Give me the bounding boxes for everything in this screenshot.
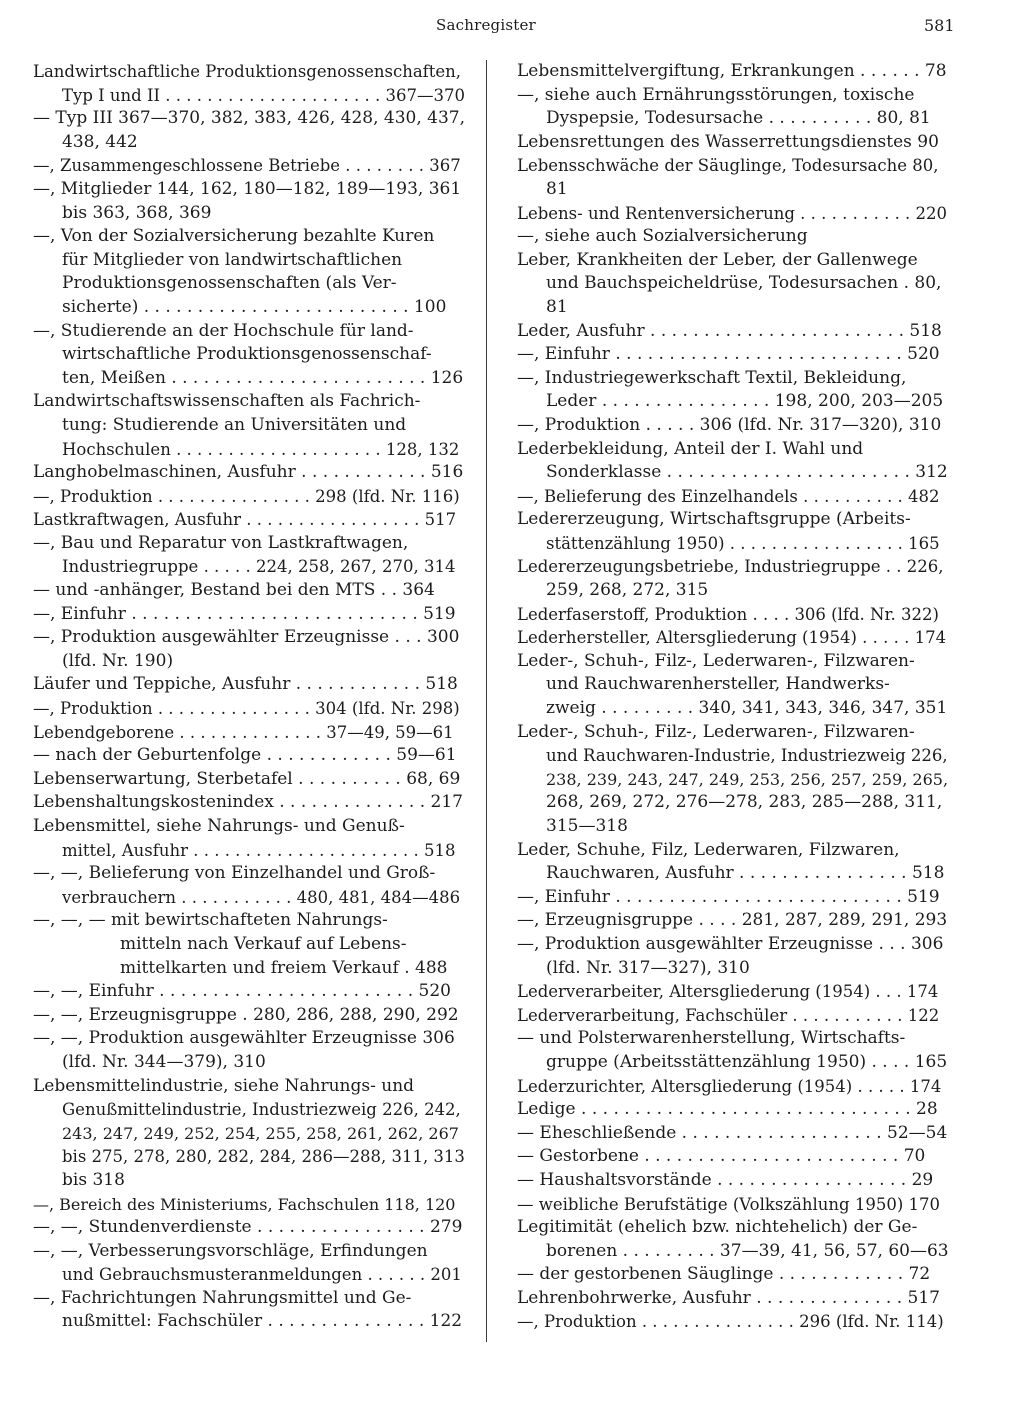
index-entry-line: — und Polsterwarenherstellung, Wirtschafts- (517, 1028, 906, 1049)
index-entry-line: Lebensrettungen des Wasserrettungsdienstes 90 (517, 131, 939, 152)
index-entry-line: Leder-, Schuh-, Filz-, Lederwaren-, Filzwaren- (517, 721, 915, 742)
index-entry-line: —, Produktion . . . . . . . . . . . . . . . 296 (lfd. Nr. 114) (517, 1312, 944, 1332)
index-entry-line: —, —, — mit bewirtschafteten Nahrungs- (33, 910, 388, 931)
index-entry-line: —, Produktion ausgewählter Erzeugnisse . . . 300 (33, 627, 460, 648)
index-entry-line: 259, 268, 272, 315 (546, 580, 709, 601)
index-entry-line: 268, 269, 272, 276—278, 283, 285—288, 311, (546, 792, 943, 813)
index-entry-line: —, Einfuhr . . . . . . . . . . . . . . . . . . . . . . . . . . . 519 (517, 886, 940, 907)
index-entry-line: gruppe (Arbeitsstättenzählung 1950) . . . . 165 (546, 1051, 948, 1072)
index-entry-line: Dyspepsie, Todesursache . . . . . . . . . . 80, 81 (546, 108, 931, 129)
index-entry-line: Lastkraftwagen, Ausfuhr . . . . . . . . . . . . . . . . . 517 (33, 510, 457, 530)
index-entry-line: — nach der Geburtenfolge . . . . . . . . . . . . 59—61 (33, 745, 457, 766)
index-entry-line: Lederfaserstoff, Produktion . . . . 306 (lfd. Nr. 322) (517, 604, 939, 624)
index-entry-line: —, Studierende an der Hochschule für land- (33, 320, 414, 341)
index-entry-line: —, Bereich des Ministeriums, Fachschulen 118, 120 (33, 1194, 456, 1214)
index-entry-line: Lehrenbohrwerke, Ausfuhr . . . . . . . . . . . . . . 517 (517, 1287, 940, 1308)
index-entry-line: Lebensschwäche der Säuglinge, Todesursache 80, (517, 156, 939, 176)
index-entry-line: Rauchwaren, Ausfuhr . . . . . . . . . . . . . . . . 518 (546, 863, 945, 884)
page-header (0, 12, 1024, 42)
index-entry-line: Leder, Ausfuhr . . . . . . . . . . . . . . . . . . . . . . . . 518 (517, 320, 942, 341)
index-entry-line: Lederhersteller, Altersgliederung (1954) . . . . . 174 (517, 628, 947, 648)
index-entry-line: — Haushaltsvorstände . . . . . . . . . . . . . . . . . . 29 (517, 1169, 934, 1190)
index-entry-line: Ledige . . . . . . . . . . . . . . . . . . . . . . . . . . . . . . . 28 (517, 1099, 938, 1120)
index-entry-line: Lederverarbeiter, Altersgliederung (1954) . . . 174 (517, 982, 939, 1002)
index-entry-line: —, Produktion . . . . . 306 (lfd. Nr. 317—320), 310 (517, 414, 942, 435)
index-entry-line: Lebensmittelindustrie, siehe Nahrungs- und (33, 1075, 415, 1096)
index-entry-line: 438, 442 (62, 131, 138, 152)
index-entry-line: Produktionsgenossenschaften (als Ver- (62, 273, 397, 294)
index-entry-line: —, Belieferung des Einzelhandels . . . . . . . . . . 482 (517, 486, 940, 506)
index-entry-line: Lederbekleidung, Anteil der I. Wahl und (517, 438, 864, 459)
index-entry-line: verbrauchern . . . . . . . . . . . 480, 481, 484—486 (62, 887, 461, 907)
index-entry-line: —, siehe auch Ernährungsstörungen, toxische (517, 84, 915, 105)
index-entry-line: Hochschulen . . . . . . . . . . . . . . . . . . . . 128, 132 (62, 439, 460, 459)
index-entry-line: und Gebrauchsmusteranmeldungen . . . . . . 201 (62, 1265, 462, 1285)
index-entry-line: Lebendgeborene . . . . . . . . . . . . . . 37—49, 59—61 (33, 722, 454, 742)
index-entry-line: —, —, Stundenverdienste . . . . . . . . . . . . . . . . 279 (33, 1217, 463, 1238)
index-entry-line: (lfd. Nr. 317—327), 310 (546, 957, 750, 978)
index-entry-line: bis 318 (62, 1169, 125, 1190)
index-entry-line: —, —, Verbesserungsvorschläge, Erfindungen (33, 1240, 428, 1261)
index-entry-line: Lederzurichter, Altersgliederung (1954) . . . . . 174 (517, 1076, 942, 1096)
index-entry-line: Ledererzeugung, Wirtschaftsgruppe (Arbeits- (517, 509, 911, 530)
index-entry-line: —, Zusammengeschlossene Betriebe . . . . . . . . 367 (33, 156, 461, 176)
index-entry-line: —, Von der Sozialversicherung bezahlte Kuren (33, 226, 435, 247)
index-entry-line: Sonderklasse . . . . . . . . . . . . . . . . . . . . . . . 312 (546, 462, 948, 483)
index-entry-line: und Rauchwaren-Industrie, Industriezweig 226, (546, 746, 948, 766)
index-entry-line: —, Produktion ausgewählter Erzeugnisse . . . 306 (517, 933, 944, 954)
index-entry-line: mittelkarten und freiem Verkauf . 488 (120, 957, 448, 978)
index-entry-line: zweig . . . . . . . . . 340, 341, 343, 346, 347, 351 (546, 698, 948, 719)
index-entry-line: —, —, Belieferung von Einzelhandel und Groß- (33, 863, 436, 884)
index-entry-line: —, Einfuhr . . . . . . . . . . . . . . . . . . . . . . . . . . . 520 (517, 344, 940, 365)
index-entry-line: sicherte) . . . . . . . . . . . . . . . . . . . . . . . . . 100 (62, 296, 447, 317)
index-entry-line: — und -anhänger, Bestand bei den MTS . . 364 (33, 580, 435, 601)
index-entry-line: bis 275, 278, 280, 282, 284, 286—288, 311, 313 (62, 1147, 465, 1167)
index-entry-line: Leder, Schuhe, Filz, Lederwaren, Filzwaren, (517, 839, 900, 860)
index-entry-line: ten, Meißen . . . . . . . . . . . . . . . . . . . . . . . . 126 (62, 367, 464, 388)
index-column-right (517, 60, 949, 1350)
index-entry-line: 81 (546, 296, 568, 317)
index-entry-line: 315—318 (546, 816, 628, 836)
index-entry-line: bis 363, 368, 369 (62, 202, 212, 223)
index-entry-line: — Gestorbene . . . . . . . . . . . . . . . . . . . . . . . . 70 (517, 1146, 926, 1167)
index-entry-line: 81 (546, 178, 568, 199)
index-entry-line: — Typ III 367—370, 382, 383, 426, 428, 430, 437, (33, 108, 466, 129)
index-entry-line: —, Erzeugnisgruppe . . . . 281, 287, 289, 291, 293 (517, 910, 948, 931)
index-entry-line: Lebenshaltungskostenindex . . . . . . . . . . . . . . 217 (33, 792, 463, 813)
index-entry-line: — Eheschließende . . . . . . . . . . . . . . . . . . . 52—54 (517, 1122, 948, 1143)
index-entry-line: — weibliche Berufstätige (Volkszählung 1950) 170 (517, 1194, 941, 1214)
index-entry-line: (lfd. Nr. 190) (62, 650, 174, 671)
index-entry-line: —, Mitglieder 144, 162, 180—182, 189—193, 361 (33, 178, 462, 199)
index-entry-line: nußmittel: Fachschüler . . . . . . . . . . . . . . . 122 (62, 1311, 463, 1332)
index-entry-line: —, —, Produktion ausgewählter Erzeugnisse 306 (33, 1028, 455, 1049)
index-entry-line: Lebensmittel, siehe Nahrungs- und Genuß- (33, 816, 405, 836)
index-entry-line: Genußmittelindustrie, Industriezweig 226, 242, (62, 1100, 461, 1120)
index-entry-line: Lederverarbeitung, Fachschüler . . . . . . . . . . . 122 (517, 1005, 940, 1025)
index-entry-line: —, siehe auch Sozialversicherung (517, 226, 808, 247)
index-entry-line: —, Bau und Reparatur von Lastkraftwagen, (33, 532, 409, 553)
page-number: 581 (924, 16, 955, 35)
index-entry-line: —, —, Einfuhr . . . . . . . . . . . . . . . . . . . . . . . . 520 (33, 981, 451, 1002)
index-entry-line: mitteln nach Verkauf auf Lebens- (120, 933, 407, 954)
index-entry-line: Ledererzeugungsbetriebe, Industriegruppe . . 226, (517, 557, 944, 577)
index-entry-line: Lebens- und Rentenversicherung . . . . . . . . . . . 220 (517, 203, 948, 223)
index-entry-line: —, —, Erzeugnisgruppe . 280, 286, 288, 290, 292 (33, 1004, 459, 1025)
index-entry-line: Leder-, Schuh-, Filz-, Lederwaren-, Filzwaren- (517, 650, 915, 671)
index-entry-line: (lfd. Nr. 344—379), 310 (62, 1051, 266, 1072)
index-entry-line: 238, 239, 243, 247, 249, 253, 256, 257, 259, 265, (546, 769, 949, 789)
index-entry-line: — der gestorbenen Säuglinge . . . . . . . . . . . . 72 (517, 1264, 931, 1285)
index-entry-line: wirtschaftliche Produktionsgenossenschaf- (62, 344, 432, 365)
index-entry-line: Lebensmittelvergiftung, Erkrankungen . . . . . . 78 (517, 61, 947, 81)
index-entry-line: mittel, Ausfuhr . . . . . . . . . . . . . . . . . . . . . . 518 (62, 840, 456, 860)
index-column-left (33, 60, 465, 1350)
index-entry-line: Legitimität (ehelich bzw. nichtehelich) der Ge- (517, 1217, 918, 1238)
running-head: Sachregister (436, 16, 536, 34)
index-entry-line: und Rauchwarenhersteller, Handwerks- (546, 674, 890, 695)
index-entry-line: für Mitglieder von landwirtschaftlichen (62, 249, 403, 270)
index-entry-line: —, Einfuhr . . . . . . . . . . . . . . . . . . . . . . . . . . . 519 (33, 603, 456, 624)
index-entry-line: und Bauchspeicheldrüse, Todesursachen . 80, (546, 273, 942, 294)
column-divider (486, 60, 487, 1342)
index-entry-line: Leder . . . . . . . . . . . . . . . . 198, 200, 203—205 (546, 391, 944, 412)
index-entry-line: Leber, Krankheiten der Leber, der Gallenwege (517, 249, 918, 270)
index-entry-line: —, Industriegewerkschaft Textil, Bekleidung, (517, 367, 907, 388)
index-entry-line: —, Produktion . . . . . . . . . . . . . . . 298 (lfd. Nr. 116) (33, 486, 460, 506)
index-entry-line: Landwirtschaftliche Produktionsgenossenschaften, (33, 62, 462, 81)
index-entry-line: —, Fachrichtungen Nahrungsmittel und Ge- (33, 1287, 412, 1308)
index-entry-line: Typ I und II . . . . . . . . . . . . . . . . . . . . . 367—370 (62, 85, 466, 105)
index-entry-line: Industriegruppe . . . . . 224, 258, 267, 270, 314 (62, 557, 456, 577)
index-entry-line: Langhobelmaschinen, Ausfuhr . . . . . . . . . . . . 516 (33, 462, 464, 483)
index-entry-line: stättenzählung 1950) . . . . . . . . . . . . . . . . . 165 (546, 533, 940, 553)
index-entry-line: tung: Studierende an Universitäten und (62, 414, 407, 435)
index-entry-line: borenen . . . . . . . . . 37—39, 41, 56, 57, 60—63 (546, 1240, 949, 1261)
index-entry-line: Lebenserwartung, Sterbetafel . . . . . . . . . . 68, 69 (33, 768, 461, 789)
index-entry-line: —, Produktion . . . . . . . . . . . . . . . 304 (lfd. Nr. 298) (33, 699, 460, 719)
index-entry-line: 243, 247, 249, 252, 254, 255, 258, 261, 262, 267 (62, 1123, 459, 1143)
index-entry-line: Läufer und Teppiche, Ausfuhr . . . . . . . . . . . . 518 (33, 674, 458, 695)
index-entry-line: Landwirtschaftswissenschaften als Fachrich- (33, 391, 421, 412)
